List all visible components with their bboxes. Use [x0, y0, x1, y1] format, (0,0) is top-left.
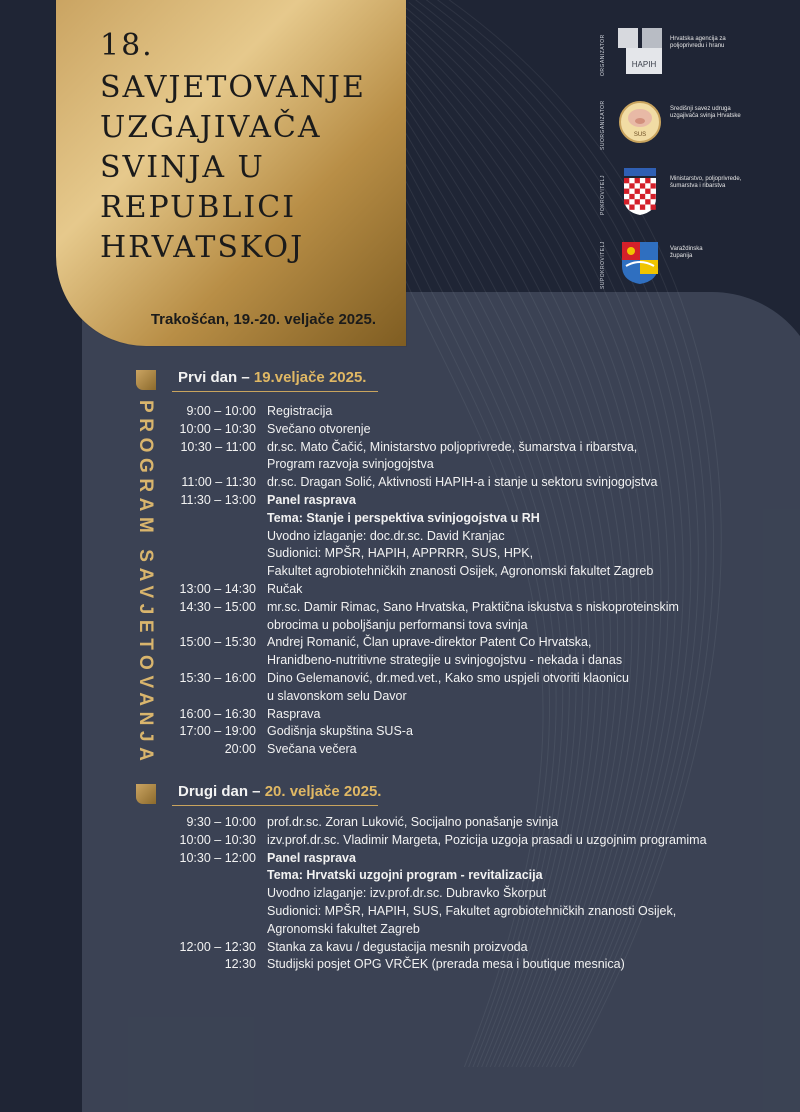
schedule-item [0, 599, 800, 635]
schedule-text: prof.dr.sc. Zoran Luković, Socijalno ponašanje svinja [267, 815, 559, 829]
schedule-description [267, 956, 800, 974]
schedule-item [0, 581, 800, 599]
schedule-item [0, 403, 800, 421]
schedule-description [267, 439, 800, 475]
logo-organizer [600, 22, 790, 92]
schedule-text: izv.prof.dr.sc. Vladimir Margeta, Pozicija uzgoja prasadi u uzgojnim programima [267, 832, 707, 847]
schedule-time: 12:00 – 12:30 [179, 939, 256, 954]
logo-org-name: Središnji savez udruga uzgajivača svinja Hrvatske [670, 106, 741, 119]
schedule-time: 11:00 – 11:30 [181, 475, 256, 490]
schedule-text: Studijski posjet OPG VRČEK (prerada mesa i boutique mesnica) [267, 957, 625, 972]
schedule-time: 10:00 – 10:30 [179, 832, 256, 847]
schedule-item [0, 439, 800, 475]
schedule-description [267, 723, 800, 741]
logo-role: SUPOKROVITELJ [600, 241, 606, 289]
logo-role: POKROVITELJ [600, 175, 606, 215]
schedule-description [267, 850, 800, 939]
schedule-description [267, 634, 800, 670]
croatian-coat-of-arms-icon [616, 166, 664, 216]
schedule-item [0, 832, 800, 850]
event-title: SAVJETOVANJE UZGAJIVAČA SVINJA U REPUBLICI HRVATSKOJ [100, 70, 366, 265]
panel-topic: Tema: Hrvatski uzgojni program - revitalizacija [267, 868, 543, 883]
day1-heading-label: Prvi dan – [178, 369, 254, 386]
schedule-time: 20:00 [224, 742, 256, 757]
day2-rule [172, 805, 378, 806]
schedule-text: dr.sc. Mato Čačić, Ministarstvo poljoprivrede, šumarstva i ribarstva, Program razvoja svinjogojstva [267, 439, 638, 472]
logo-copatron [600, 232, 790, 302]
schedule-time: 17:00 – 19:00 [179, 724, 256, 739]
schedule-description [267, 492, 800, 581]
schedule-text: Dino Gelemanović, dr.med.vet., Kako smo uspjeli otvoriti klaonicu u slavonskom selu Davor [267, 670, 629, 703]
schedule-item [0, 939, 800, 957]
schedule-time: 15:00 – 15:30 [179, 635, 256, 650]
schedule-description [267, 670, 800, 706]
schedule-text: Uvodno izlaganje: doc.dr.sc. David Kranjac Sudionici: MPŠR, HAPIH, APPRRR, SUS, HPK, Fakultet agrobiotehničkih znanosti Osijek, Agronomski fakultet Zagreb [267, 528, 654, 579]
program-vertical-label: PROGRAM SAVJETOVANJA [135, 400, 156, 767]
schedule-item [0, 814, 800, 832]
schedule-time: 9:30 – 10:00 [186, 815, 256, 829]
schedule-time: 10:30 – 12:00 [179, 850, 256, 865]
logo-coorganizer [600, 92, 790, 162]
day1-rule [172, 391, 378, 392]
schedule-description [267, 581, 800, 599]
day2-marker-icon [136, 784, 156, 804]
schedule-description [267, 832, 800, 850]
panel-title: Panel rasprava [267, 492, 356, 507]
schedule-time: 11:30 – 13:00 [180, 492, 256, 507]
schedule-text: Stanka za kavu / degustacija mesnih proizvoda [267, 939, 528, 954]
schedule-description [267, 741, 800, 759]
schedule-text: Rasprava [267, 706, 321, 721]
schedule-text: Uvodno izlaganje: izv.prof.dr.sc. Dubravko Škorput Sudionici: MPŠR, HAPIH, SUS, Fakultet agrobiotehničkih znanosti Osijek, Agronomski fakultet Zagreb [267, 886, 677, 936]
svg-text:HAPIH: HAPIH [631, 60, 657, 69]
schedule-item [0, 723, 800, 741]
schedule-time: 14:30 – 15:00 [179, 599, 256, 614]
schedule-description [267, 706, 800, 724]
logo-role: SUORGANIZATOR [600, 100, 606, 150]
logo-org-name: Ministarstvo, poljoprivrede, šumarstva i ribarstva [670, 176, 742, 189]
schedule-item [0, 474, 800, 492]
schedule-text: dr.sc. Dragan Solić, Aktivnosti HAPIH-a i stanje u sektoru svinjogojstva [267, 475, 658, 490]
schedule-item [0, 670, 800, 706]
day1-heading-date: 19.veljače 2025. [253, 369, 367, 386]
schedule-text: mr.sc. Damir Rimac, Sano Hrvatska, Praktična iskustva s niskoproteinskim obrocima u poboljšanju performansi tova svinja [267, 599, 679, 632]
schedule-description [267, 474, 800, 492]
logo-patron [600, 162, 790, 232]
schedule-time: 10:00 – 10:30 [179, 421, 256, 436]
schedule-item [0, 850, 800, 939]
schedule-time: 9:00 – 10:00 [186, 404, 256, 418]
day2-heading-label: Drugi dan – [178, 783, 265, 800]
panel-title: Panel rasprava [267, 850, 356, 865]
svg-text:SUS: SUS [633, 132, 647, 138]
pig-logo-icon [616, 96, 664, 146]
schedule-time: 16:00 – 16:30 [179, 706, 256, 721]
day2-heading-date: 20. veljače 2025. [264, 783, 382, 800]
schedule-time: 10:30 – 11:00 [180, 439, 256, 454]
hapih-logo-icon [616, 26, 664, 76]
logo-role: ORGANIZATOR [600, 34, 606, 76]
logo-org-name: Varaždinska županija [670, 246, 703, 259]
schedule-text: Svečana večera [267, 742, 357, 757]
title-box [56, 0, 406, 346]
schedule-item [0, 706, 800, 724]
schedule-text: Svečano otvorenje [267, 421, 371, 436]
panel-topic: Tema: Stanje i perspektiva svinjogojstva u RH [267, 510, 540, 525]
schedule-time: 12:30 [224, 957, 256, 972]
schedule-description [267, 814, 800, 832]
schedule-time: 15:30 – 16:00 [179, 670, 256, 685]
day2-heading [178, 783, 381, 800]
day1-heading [178, 369, 366, 386]
day2-schedule [0, 814, 800, 974]
schedule-item [0, 421, 800, 439]
varazdin-county-coat-of-arms-icon [616, 236, 664, 286]
event-location-date: Trakošćan, 19.-20. veljače 2025. [150, 311, 376, 328]
logo-org-name: Hrvatska agencija za poljoprivredu i hranu [670, 36, 726, 49]
schedule-time: 13:00 – 14:30 [179, 581, 256, 596]
schedule-description [267, 939, 800, 957]
schedule-item [0, 492, 800, 581]
day1-schedule [0, 403, 800, 759]
day1-marker-icon [136, 370, 156, 390]
schedule-item [0, 741, 800, 759]
partner-logos [600, 22, 790, 302]
edition-number: 18. [100, 28, 154, 63]
schedule-description [267, 599, 800, 635]
schedule-description [267, 421, 800, 439]
schedule-description [267, 403, 800, 421]
schedule-text: Registracija [267, 404, 333, 418]
schedule-item [0, 634, 800, 670]
schedule-text: Godišnja skupština SUS-a [267, 724, 413, 739]
schedule-text: Ručak [267, 581, 303, 596]
schedule-text: Andrej Romanić, Član uprave-direktor Patent Co Hrvatska, Hranidbeno-nutritivne strategije u svinjogojstvu - nekada i danas [267, 635, 623, 668]
schedule-item [0, 956, 800, 974]
